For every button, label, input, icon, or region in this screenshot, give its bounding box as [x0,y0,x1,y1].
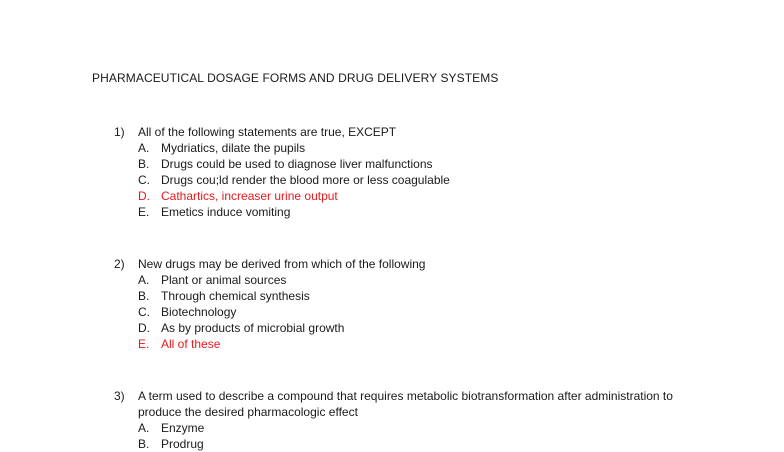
option-text: Emetics induce vomiting [161,205,291,219]
question-stem [114,388,754,404]
question-1 [114,124,754,220]
option-text: Drugs cou;ld render the blood more or less coagulable [161,173,450,187]
question-2 [114,256,754,352]
answer-option-a [114,420,754,436]
question-text: New drugs may be derived from which of the following [138,257,426,271]
option-text: Mydriatics, dilate the pupils [161,141,306,155]
answer-option-b [114,156,754,172]
question-text-continued: produce the desired pharmacologic effect [138,405,358,419]
question-text: All of the following statements are true, EXCEPT [138,125,397,139]
question-stem-continued [114,404,754,420]
option-text: Through chemical synthesis [161,289,310,303]
option-letter: A. [138,421,150,435]
option-text: Enzyme [161,421,205,435]
option-text: As by products of microbial growth [161,321,345,335]
option-text: Drugs could be used to diagnose liver malfunctions [161,157,433,171]
option-text: Plant or animal sources [161,273,287,287]
answer-option-d [114,320,754,336]
option-letter: C. [138,173,150,187]
option-letter: E. [138,337,150,351]
option-letter: B. [138,437,150,451]
answer-option-e [114,204,754,220]
answer-option-b [114,288,754,304]
option-text: Biotechnology [161,305,237,319]
option-text: All of these [161,337,221,351]
answer-option-a [114,140,754,156]
option-text: Cathartics, increaser urine output [161,189,338,203]
answer-option-c [114,304,754,320]
question-3 [114,388,754,452]
option-letter: B. [138,157,150,171]
option-letter: B. [138,289,150,303]
answer-option-a [114,272,754,288]
question-stem [114,124,754,140]
document-title: PHARMACEUTICAL DOSAGE FORMS AND DRUG DELIVERY SYSTEMS [92,71,499,85]
answer-option-c [114,172,754,188]
question-number: 2) [114,257,125,271]
question-stem [114,256,754,272]
option-letter: A. [138,273,150,287]
answer-option-b [114,436,754,452]
option-letter: D. [138,321,150,335]
option-letter: C. [138,305,150,319]
option-letter: A. [138,141,150,155]
option-letter: D. [138,189,150,203]
question-number: 3) [114,389,125,403]
answer-option-d-correct [114,188,754,204]
answer-option-e-correct [114,336,754,352]
question-number: 1) [114,125,125,139]
option-text: Prodrug [161,437,204,451]
option-letter: E. [138,205,150,219]
question-text: A term used to describe a compound that requires metabolic biotransformation after administration to [138,389,673,403]
